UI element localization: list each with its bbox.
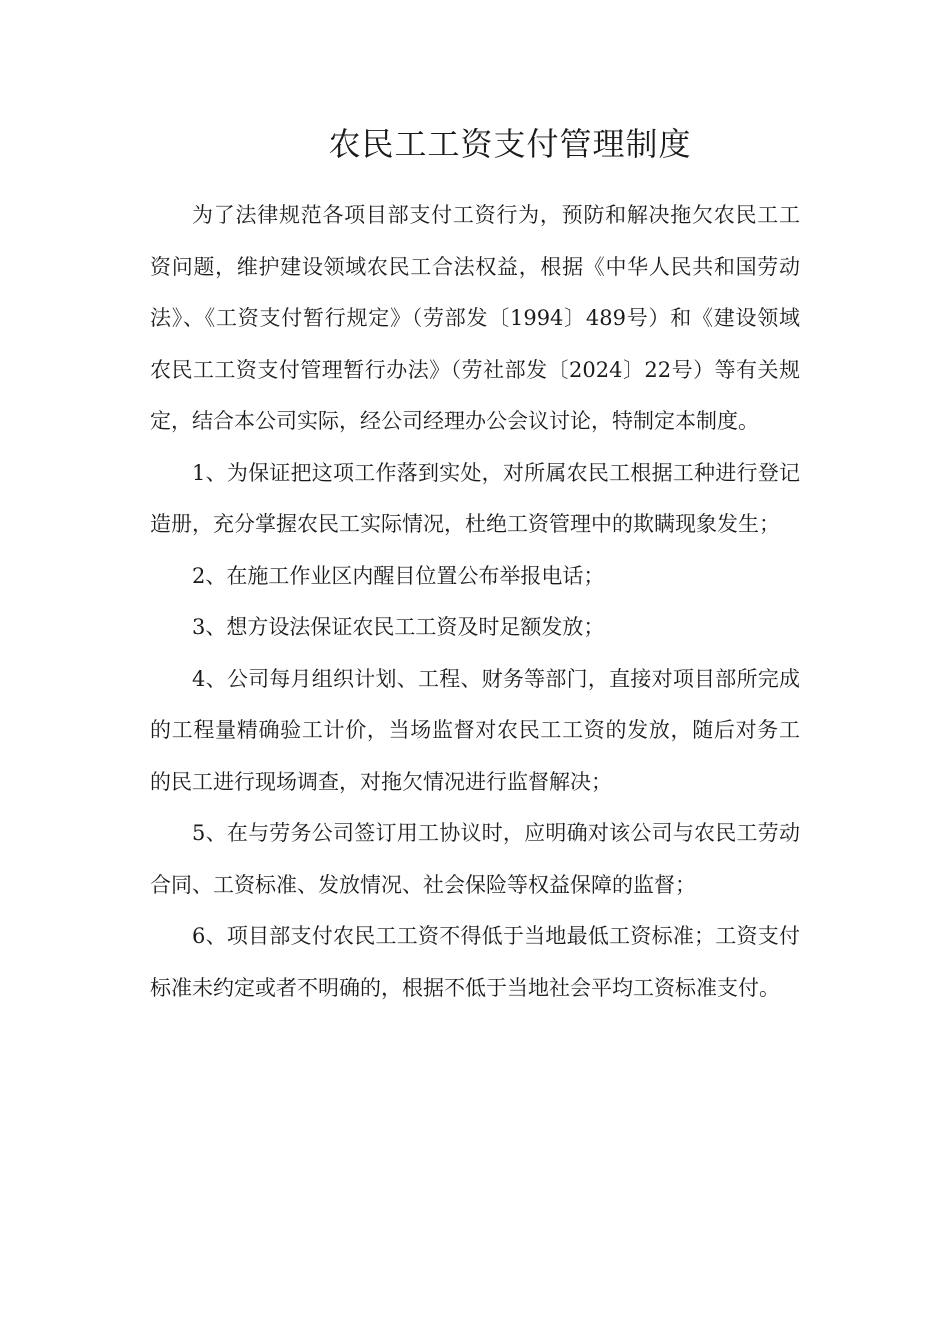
- clause-5: 5、在与劳务公司签订用工协议时，应明确对该公司与农民工劳动合同、工资标准、发放情况、社会保险等权益保障的监督；: [150, 821, 800, 897]
- intro-paragraph: 为了法律规范各项目部支付工资行为，预防和解决拖欠农民工工资问题，维护建设领域农民工合法权益，根据《中华人民共和国劳动法》、《工资支付暂行规定》（劳部发〔1994〕489号）和《建设领域农民工工资支付管理暂行办法》（劳社部发〔2024〕22号）等有关规定，结合本公司实际，经公司经理办公会议讨论，特制定本制度。: [150, 203, 800, 433]
- document-title: 农民工工资支付管理制度: [328, 125, 692, 163]
- clause-1: 1、为保证把这项工作落到实处，对所属农民工根据工种进行登记造册，充分掌握农民工实际情况，杜绝工资管理中的欺瞒现象发生；: [150, 460, 800, 536]
- document-body: [150, 190, 800, 1014]
- clause-6: 6、项目部支付农民工工资不得低于当地最低工资标准；工资支付标准未约定或者不明确的，根据不低于当地社会平均工资标准支付。: [150, 924, 800, 1000]
- clause-3: 3、想方设法保证农民工工资及时足额发放；: [192, 615, 605, 639]
- clause-2: 2、在施工作业区内醒目位置公布举报电话；: [192, 563, 605, 588]
- clause-4: 4、公司每月组织计划、工程、财务等部门，直接对项目部所完成的工程量精确验工计价，当场监督对农民工工资的发放，随后对务工的民工进行现场调查，对拖欠情况进行监督解决；: [150, 666, 800, 794]
